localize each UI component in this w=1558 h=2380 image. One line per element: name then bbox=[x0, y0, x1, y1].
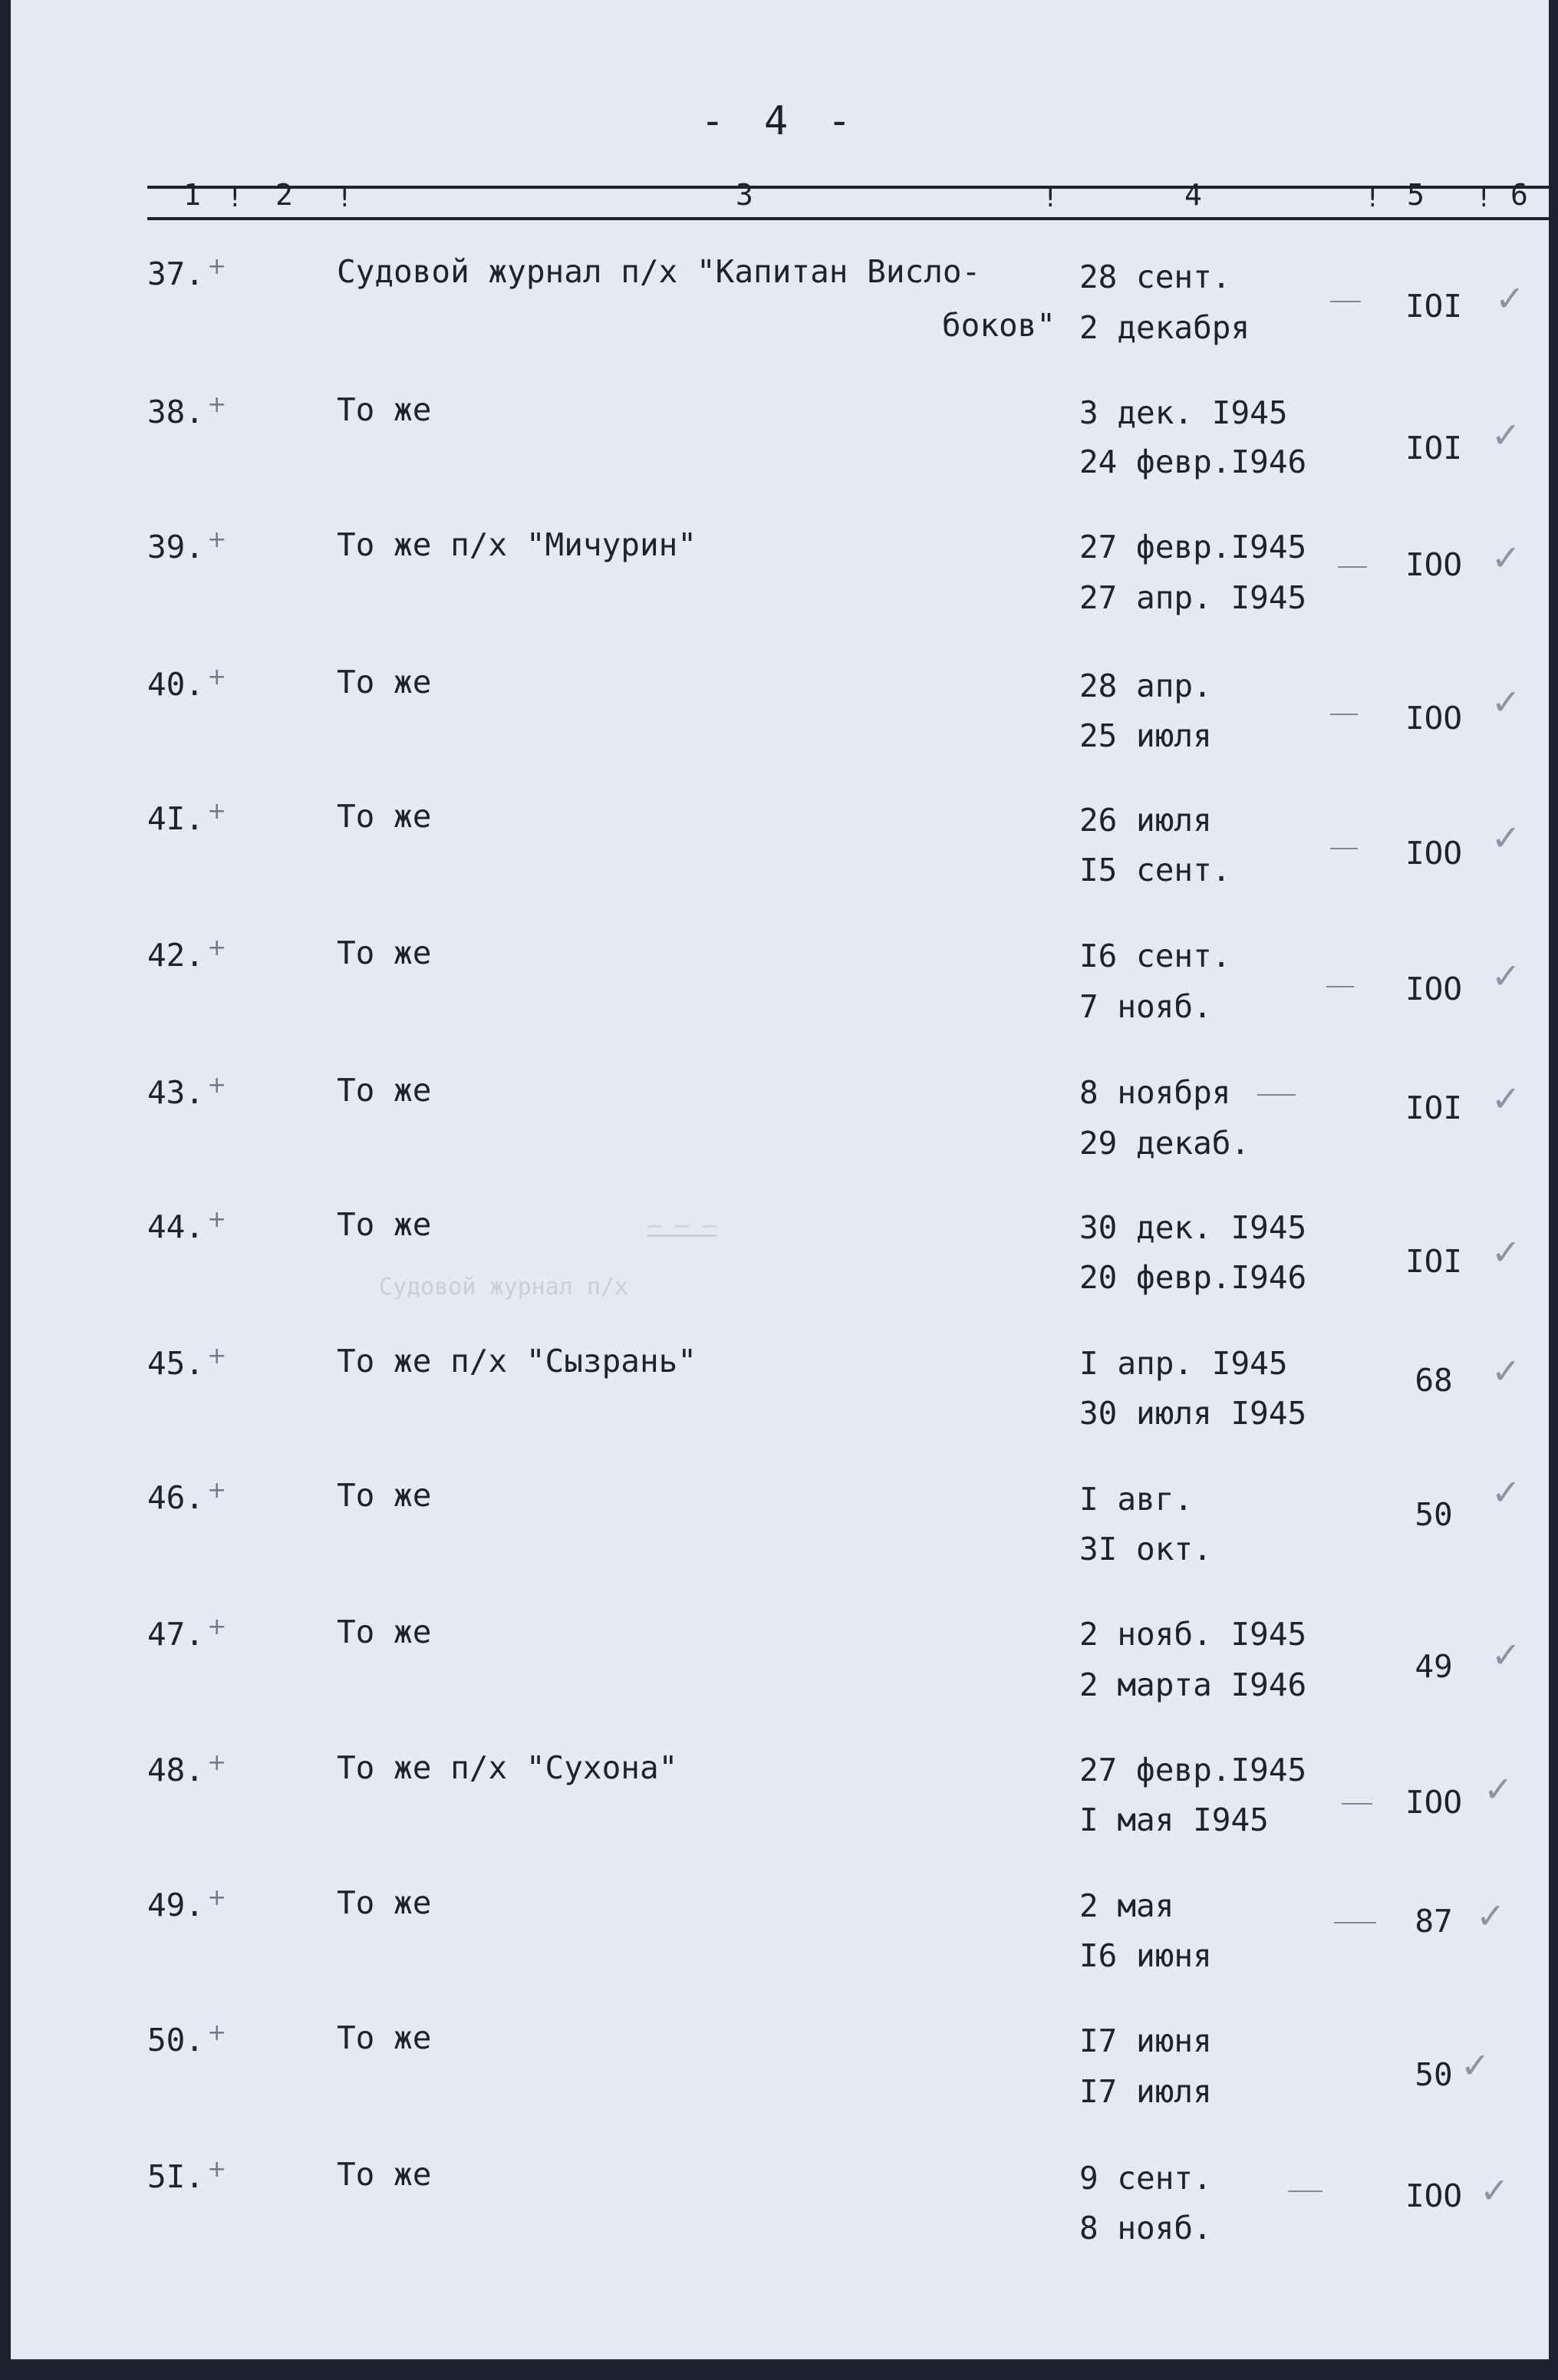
row-date-start: 9 сент. bbox=[1079, 2160, 1212, 2197]
check-mark-icon: ✓ bbox=[1491, 1078, 1521, 1119]
column-header-5: 5 bbox=[1407, 178, 1425, 212]
check-mark-icon: ✓ bbox=[1491, 1472, 1521, 1513]
row-title: То же bbox=[337, 1614, 432, 1650]
row-number: 46. + bbox=[147, 1477, 227, 1516]
pencil-plus-mark: + bbox=[207, 664, 227, 691]
pencil-plus-mark: + bbox=[207, 253, 227, 280]
check-mark-icon: ✓ bbox=[1480, 2170, 1510, 2211]
row-number: 47. + bbox=[147, 1614, 227, 1653]
page-number: - 4 - bbox=[700, 98, 859, 144]
header-top-rule bbox=[147, 186, 1549, 189]
pencil-plus-mark: + bbox=[207, 2156, 227, 2183]
row-date-end: 2 марта I946 bbox=[1079, 1666, 1307, 1703]
row-number: 49. + bbox=[147, 1884, 227, 1923]
column-separator: ! bbox=[227, 183, 243, 213]
column-header-3: 3 bbox=[736, 178, 753, 212]
pencil-dash bbox=[1342, 1803, 1372, 1805]
row-date-start: 27 февр.I945 bbox=[1079, 529, 1307, 565]
row-title: То же bbox=[337, 935, 432, 971]
row-sheet-count: 50 bbox=[1415, 1496, 1453, 1533]
row-sheet-count: IOO bbox=[1405, 835, 1463, 872]
check-mark-icon: ✓ bbox=[1491, 1634, 1521, 1676]
row-date-end: 30 июля I945 bbox=[1079, 1395, 1307, 1432]
row-title: То же bbox=[337, 1477, 432, 1514]
row-title: То же bbox=[337, 391, 432, 428]
row-date-start: 28 сент. bbox=[1079, 259, 1231, 295]
check-mark-icon: ✓ bbox=[1491, 1231, 1521, 1273]
row-date-start: 26 июля bbox=[1079, 802, 1212, 839]
row-date-start: 30 дек. I945 bbox=[1079, 1209, 1307, 1246]
row-date-end: 29 декаб. bbox=[1079, 1125, 1250, 1162]
pencil-plus-mark: + bbox=[207, 1343, 227, 1370]
row-date-end: I5 сент. bbox=[1079, 852, 1231, 888]
row-number: 37. + bbox=[147, 253, 227, 292]
row-title: То же п/х "Сызрань" bbox=[337, 1343, 697, 1380]
bleed-through-text: Судовой журнал п/х bbox=[379, 1274, 629, 1300]
pencil-dash bbox=[1334, 1922, 1376, 1923]
row-date-end: I6 июня bbox=[1079, 1937, 1212, 1974]
row-date-end: 27 апр. I945 bbox=[1079, 579, 1307, 616]
row-date-end: 7 нояб. bbox=[1079, 988, 1212, 1025]
row-date-end: 8 нояб. bbox=[1079, 2210, 1212, 2246]
row-number: 44. + bbox=[147, 1206, 227, 1245]
row-date-start: 28 апр. bbox=[1079, 668, 1212, 704]
row-title: То же bbox=[337, 664, 432, 700]
row-number: 42. + bbox=[147, 935, 227, 974]
row-number: 4I. + bbox=[147, 798, 227, 837]
pencil-dash bbox=[1330, 714, 1358, 715]
row-sheet-count: 49 bbox=[1415, 1648, 1453, 1685]
pencil-dash bbox=[1338, 566, 1367, 568]
row-sheet-count: IOO bbox=[1405, 2177, 1463, 2214]
column-separator: ! bbox=[1476, 183, 1492, 213]
row-date-start: I авг. bbox=[1079, 1481, 1194, 1518]
row-title: То же bbox=[337, 2019, 432, 2056]
pencil-plus-mark: + bbox=[207, 1614, 227, 1640]
row-title: То же bbox=[337, 1884, 432, 1921]
row-date-start: 2 нояб. I945 bbox=[1079, 1616, 1307, 1653]
row-title: То же bbox=[337, 1072, 432, 1109]
row-number: 50. + bbox=[147, 2019, 227, 2059]
check-mark-icon: ✓ bbox=[1495, 278, 1525, 319]
row-number: 40. + bbox=[147, 664, 227, 703]
column-header-4: 4 bbox=[1184, 178, 1202, 212]
row-date-end: I7 июля bbox=[1079, 2073, 1212, 2110]
pencil-plus-mark: + bbox=[207, 2019, 227, 2046]
row-sheet-count: 87 bbox=[1415, 1903, 1453, 1940]
column-header-1: 1 bbox=[183, 178, 201, 212]
row-number: 48. + bbox=[147, 1749, 227, 1788]
row-sheet-count: IOI bbox=[1405, 1243, 1463, 1280]
check-mark-icon: ✓ bbox=[1461, 2045, 1490, 2086]
row-number: 5I. + bbox=[147, 2156, 227, 2195]
column-header-6: 6 bbox=[1510, 178, 1528, 212]
column-header-2: 2 bbox=[275, 178, 293, 212]
check-mark-icon: ✓ bbox=[1491, 414, 1521, 456]
row-date-start: 2 мая bbox=[1079, 1887, 1174, 1924]
pencil-dash bbox=[1288, 2190, 1322, 2192]
check-mark-icon: ✓ bbox=[1484, 1769, 1514, 1810]
row-sheet-count: IOO bbox=[1405, 1784, 1463, 1821]
row-date-end: 25 июля bbox=[1079, 717, 1212, 754]
pencil-plus-mark: + bbox=[207, 798, 227, 825]
row-title: То же bbox=[337, 2156, 432, 2193]
check-mark-icon: ✓ bbox=[1491, 537, 1521, 579]
row-date-start: I6 сент. bbox=[1079, 938, 1231, 974]
row-number: 43. + bbox=[147, 1072, 227, 1111]
row-date-start: 3 дек. I945 bbox=[1079, 394, 1288, 431]
row-number: 39. + bbox=[147, 526, 227, 565]
document-page bbox=[11, 0, 1549, 2359]
row-sheet-count: IOO bbox=[1405, 546, 1463, 583]
pencil-plus-mark: + bbox=[207, 935, 227, 961]
pencil-dash bbox=[1326, 986, 1354, 987]
row-date-end: 20 февр.I946 bbox=[1079, 1259, 1307, 1296]
pencil-dash bbox=[1257, 1094, 1296, 1096]
row-title-continuation: боков" bbox=[941, 307, 1056, 344]
row-sheet-count: IOI bbox=[1405, 430, 1463, 466]
pencil-plus-mark: + bbox=[207, 391, 227, 418]
row-sheet-count: IOI bbox=[1405, 1089, 1463, 1126]
column-separator: ! bbox=[1043, 183, 1059, 213]
bleed-through-text: — — — bbox=[647, 1212, 717, 1239]
header-bottom-rule bbox=[147, 217, 1549, 220]
check-mark-icon: ✓ bbox=[1491, 955, 1521, 997]
row-title: То же п/х "Мичурин" bbox=[337, 526, 697, 563]
check-mark-icon: ✓ bbox=[1491, 1350, 1521, 1392]
pencil-dash bbox=[1330, 301, 1361, 302]
pencil-plus-mark: + bbox=[207, 1749, 227, 1776]
pencil-plus-mark: + bbox=[207, 526, 227, 553]
row-sheet-count: 50 bbox=[1415, 2056, 1453, 2093]
check-mark-icon: ✓ bbox=[1491, 817, 1521, 859]
row-date-end: 24 февр.I946 bbox=[1079, 443, 1307, 480]
row-date-start: I7 июня bbox=[1079, 2022, 1212, 2059]
row-title: То же bbox=[337, 1206, 432, 1243]
row-sheet-count: IOO bbox=[1405, 971, 1463, 1007]
column-separator: ! bbox=[1365, 183, 1381, 213]
row-date-end: I мая I945 bbox=[1079, 1801, 1269, 1838]
row-title: Судовой журнал п/х "Капитан Вислo- bbox=[337, 253, 981, 290]
row-sheet-count: IOI bbox=[1405, 288, 1463, 325]
row-date-start: 27 февр.I945 bbox=[1079, 1752, 1307, 1788]
row-date-end: 2 декабря bbox=[1079, 309, 1250, 346]
row-sheet-count: IOO bbox=[1405, 700, 1463, 737]
pencil-plus-mark: + bbox=[207, 1072, 227, 1099]
row-number: 38. + bbox=[147, 391, 227, 430]
row-sheet-count: 68 bbox=[1415, 1362, 1453, 1399]
row-title: То же bbox=[337, 798, 432, 835]
row-date-start: 8 ноября bbox=[1079, 1074, 1231, 1111]
row-title: То же п/х "Сухона" bbox=[337, 1749, 678, 1786]
pencil-plus-mark: + bbox=[207, 1206, 227, 1233]
pencil-plus-mark: + bbox=[207, 1884, 227, 1911]
row-date-start: I апр. I945 bbox=[1079, 1345, 1288, 1382]
row-number: 45. + bbox=[147, 1343, 227, 1382]
check-mark-icon: ✓ bbox=[1476, 1895, 1506, 1937]
pencil-dash bbox=[1330, 848, 1358, 849]
column-separator: ! bbox=[337, 183, 353, 213]
check-mark-icon: ✓ bbox=[1491, 681, 1521, 723]
row-date-end: 3I окт. bbox=[1079, 1531, 1212, 1567]
pencil-plus-mark: + bbox=[207, 1477, 227, 1504]
